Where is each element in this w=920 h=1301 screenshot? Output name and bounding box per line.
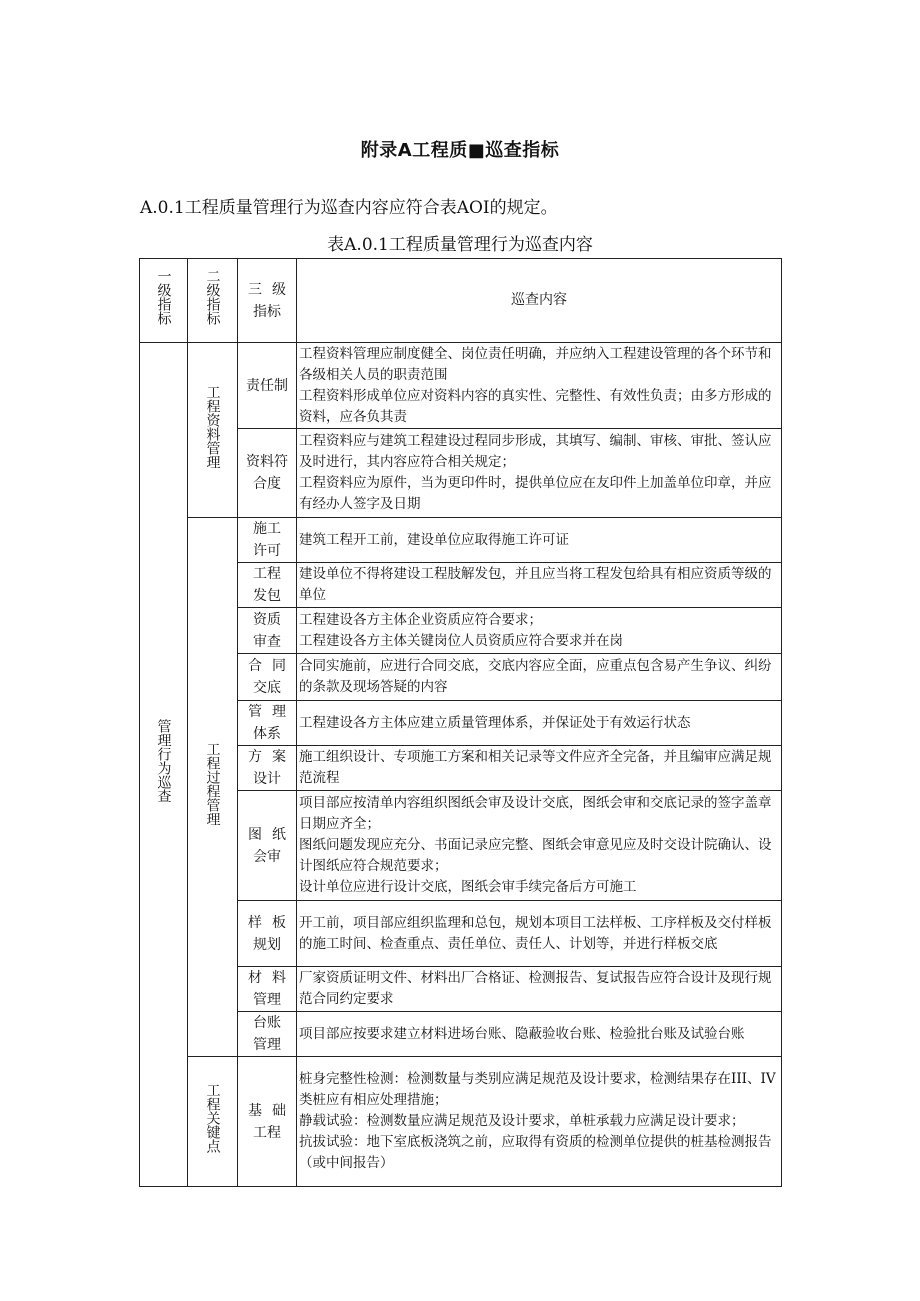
table-header-row	[140, 259, 782, 343]
indicator-cell: 合 同 交底	[238, 654, 297, 701]
content-cell: 工程建设各方主体企业资质应符合要求； 工程建设各方主体关键岗位人员资质应符合要求并在岗	[297, 608, 782, 654]
table-caption: 表A.0.1工程质量管理行为巡查内容	[327, 235, 593, 255]
table-row	[140, 343, 782, 429]
indicator-cell: 样 板 规划	[238, 901, 297, 967]
indicator-cell: 施工 许可	[238, 518, 297, 563]
content-cell: 工程资料管理应制度健全、岗位责任明确，并应纳入工程建设管理的各个环节和各级相关人员的职责范围 工程资料形成单位应对资料内容的真实性、完整性、有效性负责；由多方形成的资料，应各负其责	[297, 343, 782, 429]
level2-cell-g3: 工程关键点	[188, 1057, 238, 1187]
content-cell: 桩身完整性检测：检测数量与类别应满足规范及设计要求，检测结果存在III、IV类桩应有相应处理措施； 静载试验：检测数量应满足规范及设计要求，单桩承载力应满足设计要求； 抗拔试验：地下室底板浇筑之前，应取得有资质的检测单位提供的桩基检测报告（或中间报告）	[297, 1057, 782, 1187]
content-cell: 合同实施前，应进行合同交底，交底内容应全面，应重点包含易产生争议、纠纷的条款及现场答疑的内容	[297, 654, 782, 701]
table-row	[140, 1057, 782, 1187]
level2-cell-g2: 工程过程管理	[188, 518, 238, 1057]
content-cell: 项目部应按要求建立材料进场台账、隐蔽验收台账、检验批台账及试验台账	[297, 1012, 782, 1057]
header-level1: 一级指标	[140, 259, 188, 343]
content-cell: 建筑工程开工前，建设单位应取得施工许可证	[297, 518, 782, 563]
indicator-cell: 材 料 管理	[238, 967, 297, 1012]
header-level3: 三 级 指标	[238, 259, 297, 343]
content-cell: 工程建设各方主体应建立质量管理体系，并保证处于有效运行状态	[297, 701, 782, 746]
content-cell: 施工组织设计、专项施工方案和相关记录等文件应齐全完备，并且编审应满足规范流程	[297, 746, 782, 791]
indicator-cell: 资质 审查	[238, 608, 297, 654]
indicator-cell: 基 础 工程	[238, 1057, 297, 1187]
indicator-cell: 工程 发包	[238, 563, 297, 608]
indicator-cell: 责任制	[238, 343, 297, 429]
content-cell: 建设单位不得将建设工程肢解发包，并且应当将工程发包给具有相应资质等级的单位	[297, 563, 782, 608]
intro-paragraph: A.0.1工程质量管理行为巡查内容应符合表AOI的规定。	[140, 198, 558, 218]
indicator-cell: 图 纸 会审	[238, 791, 297, 901]
level2-cell-g1: 工程资料管理	[188, 343, 238, 518]
table-row	[140, 518, 782, 563]
header-content: 巡查内容	[297, 259, 782, 343]
indicator-cell: 资料符 合度	[238, 429, 297, 518]
content-cell: 厂家资质证明文件、材料出厂合格证、检测报告、复试报告应符合设计及现行规范合同约定要求	[297, 967, 782, 1012]
header-level2: 二级指标	[188, 259, 238, 343]
content-cell: 项目部应按清单内容组织图纸会审及设计交底，图纸会审和交底记录的签字盖章日期应齐全； 图纸问题发现应充分、书面记录应完整、图纸会审意见应及时交设计院确认、设计图纸应符合规范要求； 设计单位应进行设计交底，图纸会审手续完备后方可施工	[297, 791, 782, 901]
indicator-cell: 管 理 体系	[238, 701, 297, 746]
indicator-cell: 台账 管理	[238, 1012, 297, 1057]
level1-cell: 管理行为巡查	[140, 343, 188, 1187]
content-cell: 开工前，项目部应组织监理和总包，规划本项目工法样板、工序样板及交付样板的施工时间、检查重点、责任单位、责任人、计划等，并进行样板交底	[297, 901, 782, 967]
indicator-cell: 方 案 设计	[238, 746, 297, 791]
content-cell: 工程资料应与建筑工程建设过程同步形成，其填写、编制、审核、审批、签认应及时进行，其内容应符合相关规定； 工程资料应为原件，当为更印件时，提供单位应在友印件上加盖单位印章，并应有经办人签字及日期	[297, 429, 782, 518]
inspection-table	[139, 258, 782, 1187]
appendix-title: 附录A工程质■巡查指标	[360, 140, 560, 161]
